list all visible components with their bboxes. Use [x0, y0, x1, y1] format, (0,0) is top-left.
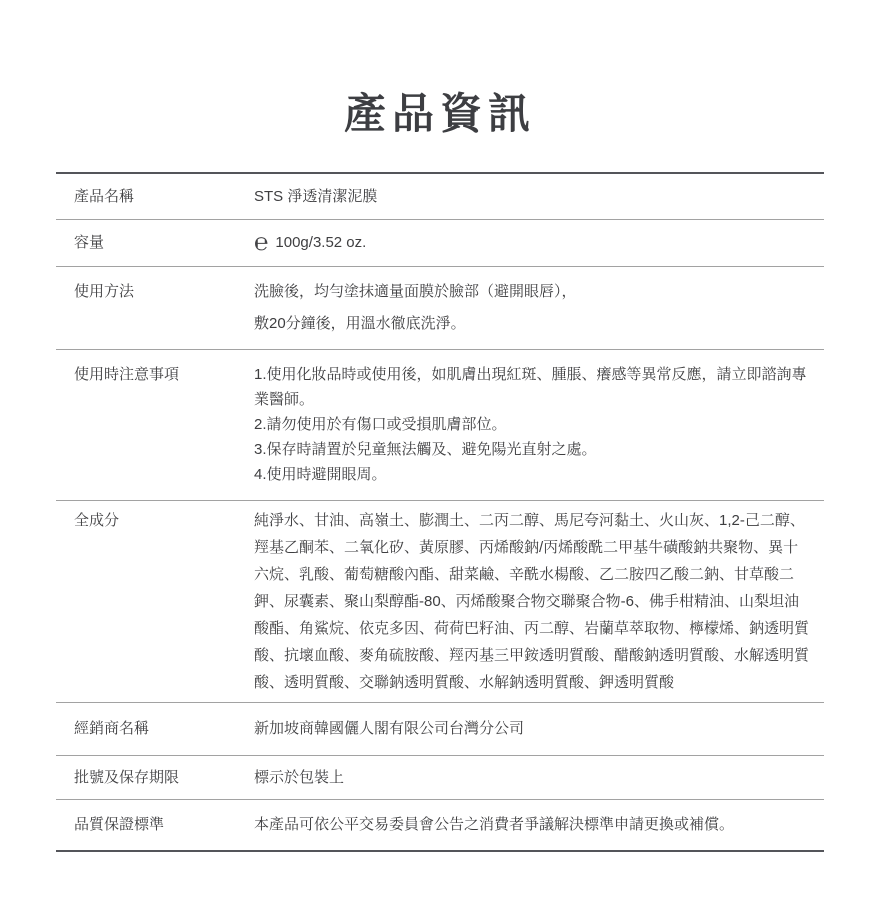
usage-line: 洗臉後，均勻塗抹適量面膜於臉部（避開眼唇），: [254, 283, 577, 300]
table-row-ingredients: [56, 500, 824, 702]
product-info-table: [56, 172, 824, 852]
estimated-sign-icon: ℮: [254, 229, 269, 256]
volume-line: [254, 229, 810, 257]
table-row-usage: [56, 266, 824, 349]
caution-line: 1.使用化妝品時或使用後，如肌膚出現紅斑、腫脹、癢感等異常反應，請立即諮詢專業醫師。: [254, 366, 807, 408]
table-row-batch: [56, 755, 824, 799]
table-row-distributor: [56, 702, 824, 755]
row-label: 批號及保存期限: [74, 769, 180, 786]
product-name-value: STS 淨透清潔泥膜: [254, 188, 378, 205]
table-row-caution: [56, 349, 824, 500]
table-row-volume: [56, 219, 824, 266]
ingredients-value: 純淨水、甘油、高嶺土、膨潤土、二丙二醇、馬尼夸河黏土、火山灰、1,2-己二醇、羥基乙酮苯、二氧化矽、黃原膠、丙烯酸鈉/丙烯酸酰二甲基牛磺酸鈉共聚物、異十六烷、乳酸、葡萄糖酸內酯、甜菜鹼、辛酰水楊酸、乙二胺四乙酸二鈉、甘草酸二鉀、尿囊素、聚山梨醇酯-80、丙烯酸聚合物交聯聚合物-6、佛手柑精油、山梨坦油酸酯、角鯊烷、依克多因、荷荷巴籽油、丙二醇、岩蘭草萃取物、檸檬烯、鈉透明質酸、抗壞血酸、麥角硫胺酸、羥丙基三甲銨透明質酸、醋酸鈉透明質酸、水解透明質酸、透明質酸、交聯鈉透明質酸、水解鈉透明質酸、鉀透明質酸: [254, 512, 810, 691]
page-title: 產品資訊: [343, 90, 536, 137]
quality-value: 本產品可依公平交易委員會公告之消費者爭議解決標準申請更換或補償。: [254, 816, 735, 833]
row-label: 使用方法: [74, 283, 135, 300]
caution-line: 2.請勿使用於有傷口或受損肌膚部位。: [254, 416, 507, 433]
volume-amount: 100g/3.52 oz.: [275, 234, 367, 251]
row-label: 容量: [74, 234, 105, 251]
volume-value: [254, 229, 824, 257]
caution-line: 4.使用時避開眼周。: [254, 466, 387, 483]
caution-value: [254, 362, 824, 487]
usage-value: [254, 276, 824, 340]
caution-line: 3.保存時請置於兒童無法觸及、避免陽光直射之處。: [254, 441, 597, 458]
table-row-quality: [56, 799, 824, 850]
row-label: 經銷商名稱: [74, 720, 150, 737]
row-label: 產品名稱: [74, 188, 135, 205]
distributor-value: 新加坡商韓國儷人閣有限公司台灣分公司: [254, 720, 525, 737]
row-label: 品質保證標準: [74, 816, 165, 833]
batch-value: 標示於包裝上: [254, 769, 345, 786]
row-label: 全成分: [74, 512, 120, 529]
table-row-product-name: [56, 174, 824, 219]
usage-line: 敷20分鐘後，用溫水徹底洗淨。: [254, 315, 466, 332]
row-label: 使用時注意事項: [74, 366, 180, 383]
